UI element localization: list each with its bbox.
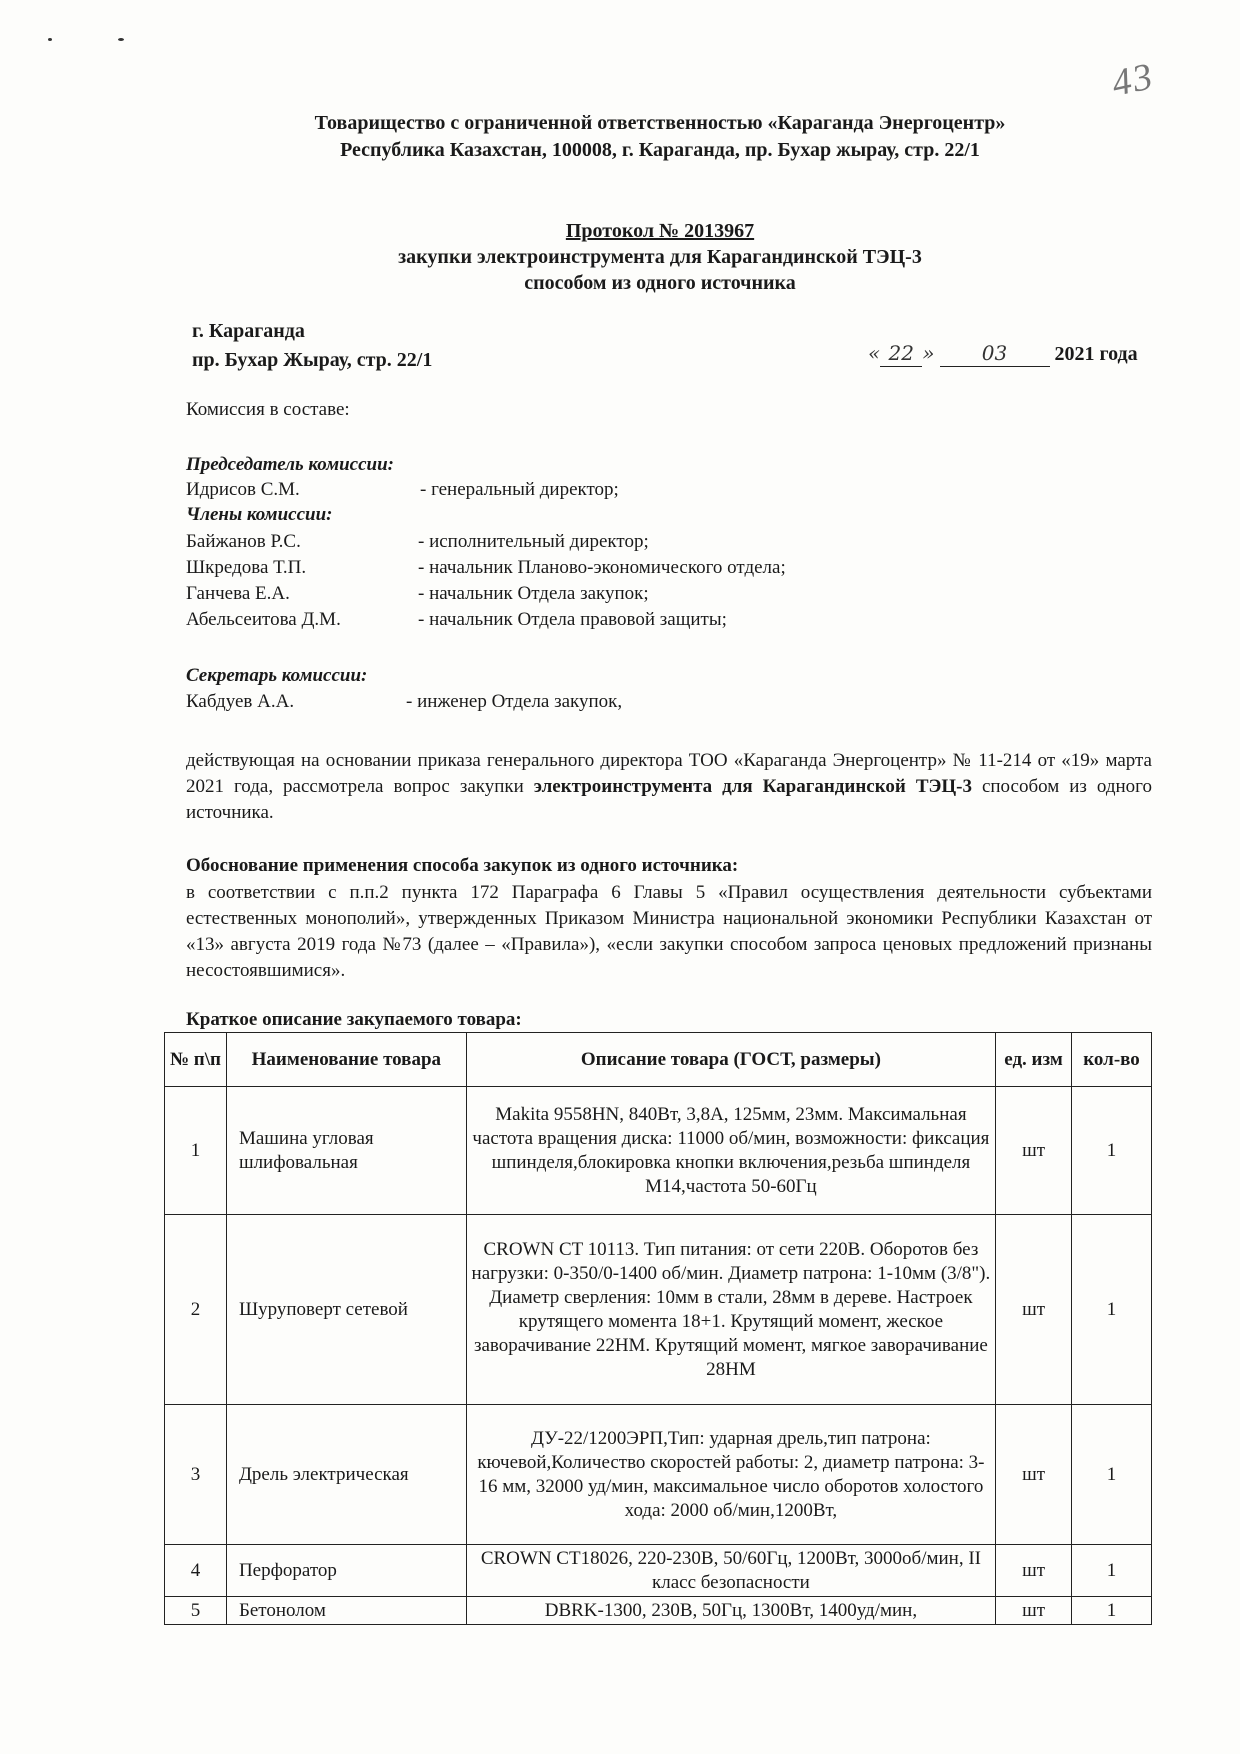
member-role: - начальник Планово-экономического отдела; bbox=[418, 557, 786, 578]
justification-text: в соответствии с п.п.2 пункта 172 Параграфа 6 Главы 5 «Правил осуществления деятельности субъектами естественных монополий», утвержденных Приказом Министра национальной экономики Республики Казахстан от «13» августа 2019 года №73 (далее – «Правила»), «если закупки способом запроса ценовых предложений признаны несостоявшимися». bbox=[186, 882, 1152, 981]
header-num: № п\п bbox=[165, 1033, 227, 1087]
header-qty: кол-во bbox=[1072, 1033, 1152, 1087]
row-qty: 1 bbox=[1072, 1215, 1152, 1405]
row-unit: шт bbox=[996, 1087, 1072, 1215]
place-address: пр. Бухар Жырау, стр. 22/1 bbox=[192, 349, 433, 371]
chairman-name: Идрисов С.М. bbox=[186, 479, 300, 500]
protocol-date bbox=[868, 340, 1138, 367]
date-month: 03 bbox=[940, 340, 1050, 367]
row-desc: CROWN CT18026, 220-230В, 50/60Гц, 1200Вт, 3000об/мин, II класс безопасности bbox=[466, 1545, 995, 1597]
row-qty: 1 bbox=[1072, 1597, 1152, 1625]
date-day-open: « bbox=[868, 341, 881, 365]
date-day-close: » bbox=[922, 341, 935, 365]
secretary-role: - инженер Отдела закупок, bbox=[406, 691, 623, 712]
table-row bbox=[165, 1545, 1152, 1597]
handwritten-page-mark: 43 bbox=[1108, 55, 1158, 105]
header-unit: ед. изм bbox=[996, 1033, 1072, 1087]
row-name: Дрель электрическая bbox=[226, 1405, 466, 1545]
row-unit: шт bbox=[996, 1545, 1072, 1597]
table-row bbox=[165, 1597, 1152, 1625]
place-city: г. Караганда bbox=[192, 320, 305, 342]
row-qty: 1 bbox=[1072, 1087, 1152, 1215]
secretary-label: Секретарь комиссии: bbox=[186, 665, 368, 686]
row-name: Бетонолом bbox=[226, 1597, 466, 1625]
row-desc: CROWN CT 10113. Тип питания: от сети 220В. Оборотов без нагрузки: 0-350/0-1400 об/мин. Диаметр патрона: 1-10мм (3/8"). Диаметр сверления: 10мм в стали, 28мм в дереве. Настроек крутящего момента 18+1. Крутящий момент, жеское заворачивание 22НМ. Крутящий момент, мягкое заворачивание 28НМ bbox=[466, 1215, 995, 1405]
row-unit: шт bbox=[996, 1215, 1072, 1405]
date-year: 2021 года bbox=[1054, 343, 1138, 365]
protocol-title: Протокол № 2013967 bbox=[565, 220, 755, 242]
header-desc: Описание товара (ГОСТ, размеры) bbox=[466, 1033, 995, 1087]
row-name: Машина угловая шлифовальная bbox=[226, 1087, 466, 1215]
row-qty: 1 bbox=[1072, 1405, 1152, 1545]
organization-name: Товарищество с ограниченной ответственностью «Караганда Энергоцентр» bbox=[314, 112, 1006, 134]
row-unit: шт bbox=[996, 1405, 1072, 1545]
member-role: - исполнительный директор; bbox=[418, 531, 649, 552]
scan-speck bbox=[118, 38, 124, 41]
member-name: Абельсеитова Д.М. bbox=[186, 609, 341, 630]
protocol-method: способом из одного источника bbox=[524, 272, 796, 294]
row-unit: шт bbox=[996, 1597, 1072, 1625]
basis-method: способом из одного источника. bbox=[186, 776, 1152, 823]
member-name: Ганчева Е.А. bbox=[186, 583, 290, 604]
chairman-role: - генеральный директор; bbox=[420, 479, 619, 500]
items-heading: Краткое описание закупаемого товара: bbox=[186, 1009, 522, 1030]
secretary-name: Кабдуев А.А. bbox=[186, 691, 295, 712]
basis-subject: электроинструмента для Карагандинской ТЭЦ-3 bbox=[533, 776, 972, 797]
justification-heading: Обоснование применения способа закупок из одного источника: bbox=[186, 855, 739, 876]
table-row bbox=[165, 1405, 1152, 1545]
chairman-label: Председатель комиссии: bbox=[186, 454, 394, 475]
row-num: 3 bbox=[165, 1405, 227, 1545]
row-desc: DBRK-1300, 230В, 50Гц, 1300Вт, 1400уд/мин, bbox=[466, 1597, 995, 1625]
row-name: Шуруповерт сетевой bbox=[226, 1215, 466, 1405]
date-day: 22 bbox=[880, 340, 922, 367]
member-role: - начальник Отдела закупок; bbox=[418, 583, 649, 604]
row-num: 4 bbox=[165, 1545, 227, 1597]
organization-address: Республика Казахстан, 100008, г. Караганда, пр. Бухар жырау, стр. 22/1 bbox=[340, 139, 980, 161]
member-role: - начальник Отдела правовой защиты; bbox=[418, 609, 727, 630]
row-num: 5 bbox=[165, 1597, 227, 1625]
header-name: Наименование товара bbox=[226, 1033, 466, 1087]
row-qty: 1 bbox=[1072, 1545, 1152, 1597]
member-name: Шкредова Т.П. bbox=[186, 557, 307, 578]
members-label: Члены комиссии: bbox=[186, 504, 333, 525]
row-name: Перфоратор bbox=[226, 1545, 466, 1597]
basis-text: действующая на основании приказа генерального директора ТОО «Караганда Энергоцентр» № 11-214 от «19» марта 2021 года, рассмотрела вопрос закупки bbox=[186, 750, 1152, 797]
goods-table bbox=[164, 1032, 1152, 1625]
table-row bbox=[165, 1215, 1152, 1405]
row-desc: Makita 9558HN, 840Вт, 3,8А, 125мм, 23мм. Максимальная частота вращения диска: 11000 об/мин, возможности: фиксация шпинделя,блокировка кнопки включения,резьба шпинделя М14,частота 50-60Гц bbox=[466, 1087, 995, 1215]
row-num: 1 bbox=[165, 1087, 227, 1215]
member-name: Байжанов Р.С. bbox=[186, 531, 301, 552]
row-num: 2 bbox=[165, 1215, 227, 1405]
row-desc: ДУ-22/1200ЭРП,Тип: ударная дрель,тип патрона: кючевой,Количество скоростей работы: 2, диаметр патрона: 3-16 мм, 32000 уд/мин, максимальное число оборотов холостого хода: 2000 об/мин,1200Вт, bbox=[466, 1405, 995, 1545]
table-row bbox=[165, 1087, 1152, 1215]
protocol-subtitle: закупки электроинструмента для Карагандинской ТЭЦ-3 bbox=[398, 246, 922, 268]
scan-speck bbox=[48, 38, 52, 41]
basis-paragraph bbox=[186, 748, 1152, 826]
table-header-row bbox=[165, 1033, 1152, 1087]
commission-intro: Комиссия в составе: bbox=[186, 399, 350, 420]
